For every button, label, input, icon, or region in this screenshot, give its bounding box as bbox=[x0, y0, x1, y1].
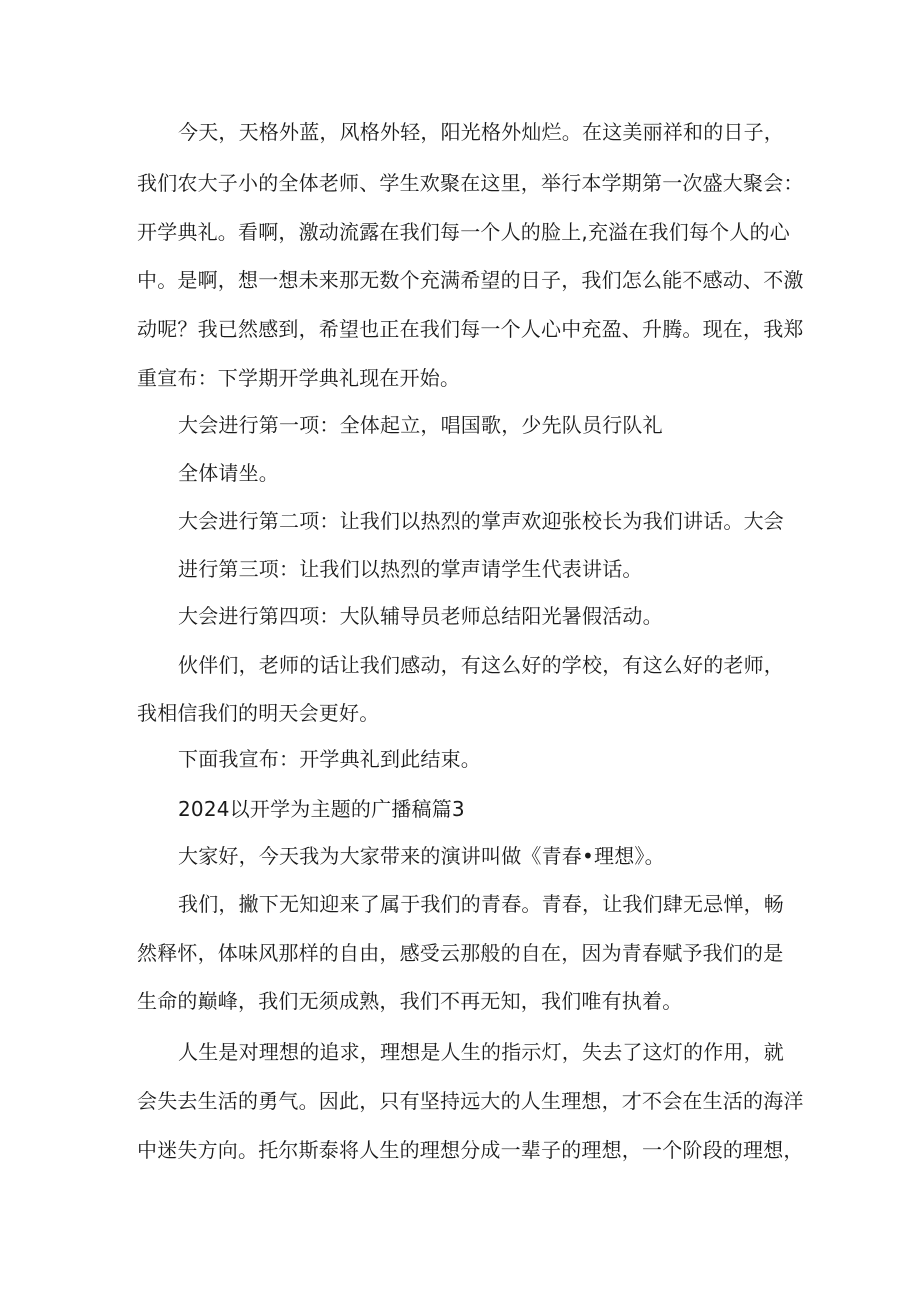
text-line-4: 中。是啊，想一想未来那无数个充满希望的日子，我们怎么能不感动、不激 bbox=[137, 268, 804, 292]
text-line-8: 全体请坐。 bbox=[178, 461, 279, 485]
text-line-22: 中迷失方向。托尔斯泰将人生的理想分成一辈子的理想，一个阶段的理想， bbox=[137, 1138, 804, 1162]
text-line-3: 开学典礼。看啊，激动流露在我们每一个人的脸上,充溢在我们每个人的心 bbox=[137, 220, 790, 244]
text-line-16: 大家好，今天我为大家带来的演讲叫做《青春•理想》。 bbox=[178, 844, 665, 868]
text-line-6: 重宣布：下学期开学典礼现在开始。 bbox=[137, 366, 461, 390]
text-line-5: 动呢？我已然感到，希望也正在我们每一个人心中充盈、升腾。现在，我郑 bbox=[137, 317, 804, 341]
text-line-1: 今天，天格外蓝，风格外轻，阳光格外灿烂。在这美丽祥和的日子， bbox=[178, 120, 784, 144]
text-line-14: 下面我宣布：开学典礼到此结束。 bbox=[178, 747, 481, 771]
text-line-9: 大会进行第二项：让我们以热烈的掌声欢迎张校长为我们讲话。大会 bbox=[178, 509, 784, 533]
text-line-21: 会失去生活的勇气。因此，只有坚持远大的人生理想，才不会在生活的海洋 bbox=[137, 1089, 804, 1113]
text-line-7: 大会进行第一项：全体起立，唱国歌，少先队员行队礼 bbox=[178, 413, 663, 437]
text-line-17: 我们，撇下无知迎来了属于我们的青春。青春，让我们肆无忌惮，畅 bbox=[178, 892, 784, 916]
section-heading: 2024以开学为主题的广播稿篇3 bbox=[178, 797, 465, 821]
text-line-10: 进行第三项：让我们以热烈的掌声请学生代表讲话。 bbox=[178, 557, 643, 581]
text-line-18: 然释怀，体味风那样的自由，感受云那般的自在，因为青春赋予我们的是 bbox=[137, 941, 784, 965]
text-line-11: 大会进行第四项：大队辅导员老师总结阳光暑假活动。 bbox=[178, 604, 663, 628]
text-line-20: 人生是对理想的追求，理想是人生的指示灯，失去了这灯的作用，就 bbox=[178, 1040, 784, 1064]
text-line-12: 伙伴们，老师的话让我们感动，有这么好的学校，有这么好的老师， bbox=[178, 653, 784, 677]
text-line-19: 生命的巅峰，我们无须成熟，我们不再无知，我们唯有执着。 bbox=[137, 989, 683, 1013]
text-line-13: 我相信我们的明天会更好。 bbox=[137, 701, 380, 725]
text-line-2: 我们农大子小的全体老师、学生欢聚在这里，举行本学期第一次盛大聚会： bbox=[137, 171, 804, 195]
